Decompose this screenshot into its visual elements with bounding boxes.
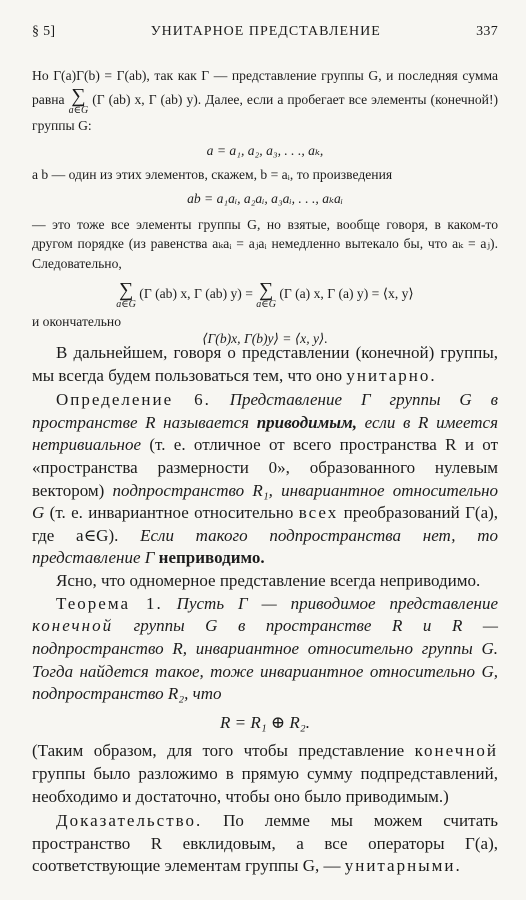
theorem-1: Теорема 1. Пусть Γ — приводимое представление конечной группы G в пространстве R и R — подпространство R, инвариантное относительно группы G. Тогда найдется такое, тоже инвариантное относительно G, подпространство R₂, что xyxy=(32,593,499,704)
proof: Доказательство. По лемме мы можем считать пространство R евклидовым, а все операторы Γ(a), соответствующие элементам группы G, — унитарными. xyxy=(32,811,499,876)
running-title: УНИТАРНОЕ ПРЕДСТАВЛЕНИЕ xyxy=(150,24,381,39)
small-paragraph-3: — это тоже все элементы группы G, но взятые, вообще говоря, в каком-то другом порядке (из равенства aₖaᵢ = aⱼaᵢ немедленно вытекало бы, что aₖ = aⱼ). Следовательно, xyxy=(32,216,498,271)
small-paragraph-4: и окончательно xyxy=(32,313,122,329)
formula-final: ⟨Γ(b)x, Γ(b)y⟩ = ⟨x, y⟩. xyxy=(202,331,328,347)
definition-6: Определение 6. Представление Γ группы G в пространстве R называется приводимым, если в R имеется нетривиальное (т. е. отличное от всего пространства R и от «пространства размерности 0», образованного нулевым вектором) подпространство R₁, инвариантное относительно G (т. е. инвариантное относительно всех преобразований Γ(a), где a∈G). Если такого подпространства нет, то представление Γ неприводимо. xyxy=(32,390,499,568)
sum-symbol: ∑ a∈G xyxy=(68,84,89,116)
running-header xyxy=(32,24,498,40)
page-number: 337 xyxy=(476,24,498,39)
section-mark: § 5] xyxy=(32,24,56,39)
formula-elements: a = a₁, a₂, a₃, . . ., aₖ, xyxy=(206,143,324,159)
small-paragraph-2: а b — один из этих элементов, скажем, b = aᵢ, то произведения xyxy=(32,167,393,183)
formula-products: ab = a₁aᵢ, a₂aᵢ, a₃aᵢ, . . ., aₖaᵢ xyxy=(187,190,343,206)
main-text-block xyxy=(32,342,498,878)
proof-label: Доказательство. xyxy=(56,811,203,831)
small-paragraph-1: Но Γ(a)Γ(b) = Γ(ab), так как Γ — представление группы G, и последняя сумма равна ∑ a∈G (Γ (ab) x, Γ (ab) y). Далее, если a пробегает все элементы (конечной!) группы G: xyxy=(32,68,499,133)
formula-direct-sum: R = R₁ ⊕ R₂. xyxy=(220,712,310,732)
paragraph-one-dimensional: Ясно, что одномерное представление всегда неприводимо. xyxy=(56,571,481,591)
small-print-block xyxy=(32,66,498,349)
paragraph-unitary: В дальнейшем, говоря о представлении (конечной) группы, мы всегда будем пользоваться тем, что оно унитарно. xyxy=(32,343,498,385)
theorem-label: Теорема 1. xyxy=(56,593,163,613)
definition-label: Определение 6. xyxy=(56,390,211,410)
formula-sum-equality: ∑ a∈G (Γ (ab) x, Γ (ab) y) = ∑ a∈G (Γ (a) x, Γ (a) y) = ⟨x, y⟩ xyxy=(116,278,414,310)
paragraph-decomposable: (Таким образом, для того чтобы представление конечной группы было разложимо в прямую сумму подпредставлений, необходимо и достаточно, чтобы оно было приводимым.) xyxy=(32,741,498,806)
